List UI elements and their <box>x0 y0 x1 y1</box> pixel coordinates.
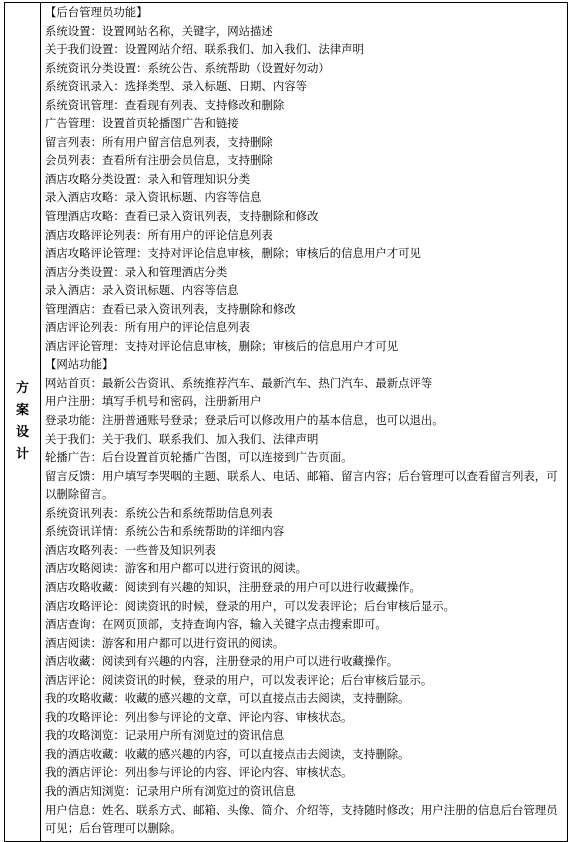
feature-line: 我的酒店收藏：收藏的感兴趣的内容，可以直接点击去阅读，支持删除。 <box>45 746 410 761</box>
feature-line: 酒店分类设置：录入和管理酒店分类 <box>45 264 228 279</box>
site-section-header: 【网站功能】 <box>45 357 114 372</box>
feature-line: 系统资讯列表：系统公告和系统帮助信息列表 <box>45 505 273 520</box>
feature-line: 登录功能：注册普通账号登录；登录后可以修改用户的基本信息，也可以退出。 <box>45 413 444 428</box>
feature-line: 管理酒店：查看已录入资讯列表，支持删除和修改 <box>45 301 296 316</box>
feature-line: 录入酒店攻略：录入资讯标题、内容等信息 <box>45 190 262 205</box>
feature-line: 酒店攻略阅读：游客和用户都可以进行资讯的阅读。 <box>45 561 307 576</box>
side-label-cell <box>5 3 41 841</box>
feature-line: 我的攻略浏览：记录用户所有浏览过的资讯信息 <box>45 728 285 743</box>
feature-line: 酒店阅读：游客和用户都可以进行资讯的阅读。 <box>45 635 285 650</box>
feature-line: 酒店攻略列表：一些普及知识列表 <box>45 542 216 557</box>
feature-line: 留言反馈：用户填写李哭咽的主题、联系人、电话、邮箱、留言内容；后台管理可以查看留言列表，可以删除留言。 <box>45 468 558 502</box>
feature-line: 系统资讯录入：选择类型、录入标题、日期、内容等 <box>45 79 307 94</box>
feature-line: 酒店评论：阅读资讯的时候，登录的用户，可以发表评论；后台审核后显示。 <box>45 672 433 687</box>
feature-line: 我的酒店评论：列出参与评论的内容、评论内容、审核状态。 <box>45 765 353 780</box>
feature-line: 系统资讯分类设置：系统公告、系统帮助（设置好勿动） <box>45 60 330 75</box>
feature-line: 酒店评论列表：所有用户的评论信息列表 <box>45 320 251 335</box>
feature-line: 用户注册：填写手机号和密码，注册新用户 <box>45 394 262 409</box>
feature-line: 酒店评论管理：支持对评论信息审核，删除；审核后的信息用户才可见 <box>45 338 399 353</box>
feature-line: 酒店查询：在网页顶部，支持查询内容，输入关键字点击搜索即可。 <box>45 617 387 632</box>
feature-line: 我的酒店知浏览：记录用户所有浏览过的资讯信息 <box>45 783 296 798</box>
feature-line: 管理酒店攻略：查看已录入资讯列表，支持删除和修改 <box>45 209 319 224</box>
feature-line: 系统资讯管理：查看现有列表、支持修改和删除 <box>45 97 285 112</box>
feature-line: 酒店攻略评论管理：支持对评论信息审核，删除；审核后的信息用户才可见 <box>45 246 421 261</box>
side-label: 方案设计 <box>15 381 29 462</box>
content-cell <box>41 3 567 841</box>
feature-line: 酒店收藏：阅读到有兴趣的内容，注册登录的用户可以进行收藏操作。 <box>45 654 399 669</box>
feature-line: 我的攻略评论：列出参与评论的文章、评论内容、审核状态。 <box>45 709 353 724</box>
feature-line: 会员列表：查看所有注册会员信息，支持删除 <box>45 153 273 168</box>
feature-line: 系统资讯详情：系统公告和系统帮助的详细内容 <box>45 524 285 539</box>
plan-design-table <box>4 2 568 842</box>
feature-line: 我的攻略收藏：收藏的感兴趣的文章，可以直接点击去阅读，支持删除。 <box>45 691 410 706</box>
feature-line: 酒店攻略评论列表：所有用户的评论信息列表 <box>45 227 273 242</box>
feature-line: 留言列表：所有用户留言信息列表，支持删除 <box>45 134 273 149</box>
site-feature-list <box>45 374 565 838</box>
feature-line: 系统设置：设置网站名称，关键字，网站描述 <box>45 23 273 38</box>
feature-line: 酒店攻略收藏：阅读到有兴趣的知识，注册登录的用户可以进行收藏操作。 <box>45 579 421 594</box>
feature-line: 酒店攻略分类设置：录入和管理知识分类 <box>45 171 251 186</box>
admin-section-header: 【后台管理员功能】 <box>45 5 148 19</box>
feature-line: 网站首页：最新公告资讯、系统推荐汽车、最新汽车、热门汽车、最新点评等 <box>45 375 433 390</box>
feature-line: 酒店攻略评论：阅读资讯的时候，登录的用户，可以发表评论；后台审核后显示。 <box>45 598 456 613</box>
feature-line: 广告管理：设置首页轮播图广告和链接 <box>45 116 239 131</box>
feature-line: 轮播广告：后台设置首页轮播广告图，可以连接到广告页面。 <box>45 450 353 465</box>
feature-line: 关于我们设置：设置网站介绍、联系我们、加入我们、法律声明 <box>45 42 364 57</box>
feature-line: 关于我们：关于我们、联系我们、加入我们、法律声明 <box>45 431 319 446</box>
feature-line: 录入酒店：录入资讯标题、内容等信息 <box>45 283 239 298</box>
feature-line: 用户信息：姓名、联系方式、邮箱、头像、简介、介绍等，支持随时修改；用户注册的信息后台管理员可见；后台管理可以删除。 <box>45 802 558 836</box>
admin-feature-list <box>45 22 565 356</box>
